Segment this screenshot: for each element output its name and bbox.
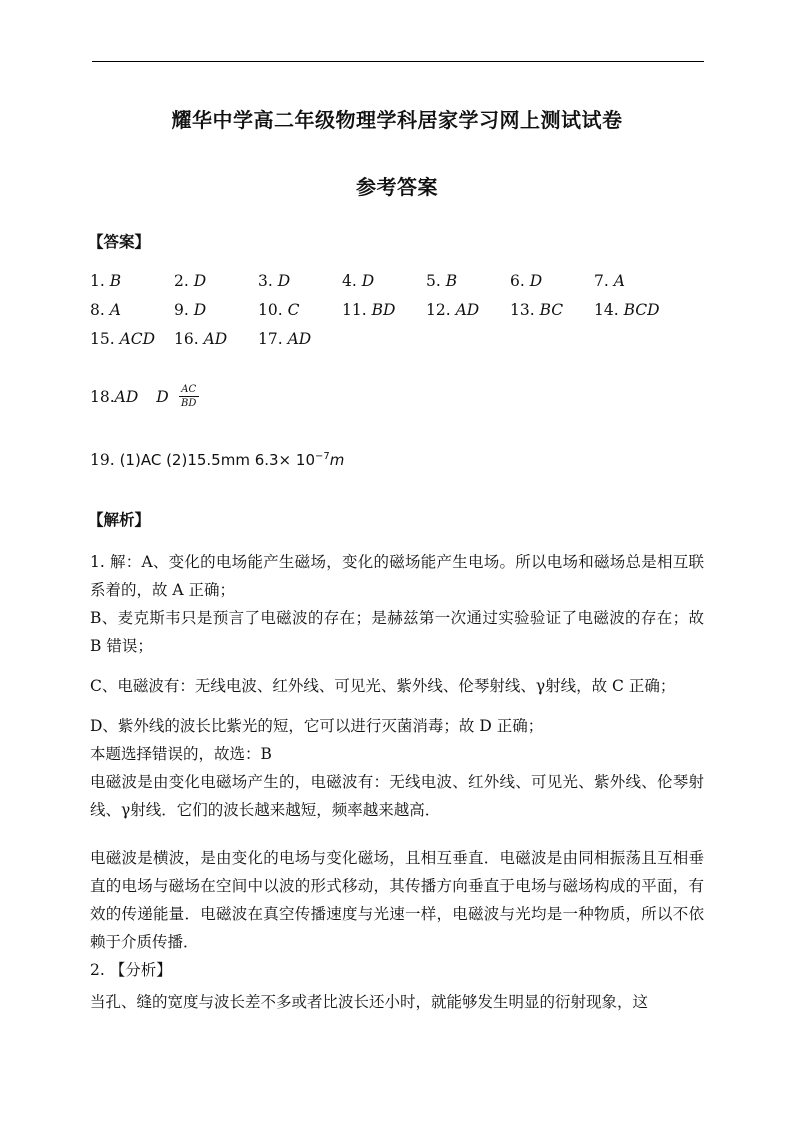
answer-item: 12. AD bbox=[426, 301, 480, 319]
fraction-numerator: AC bbox=[181, 384, 197, 395]
answer-18-part1: AD bbox=[114, 387, 139, 406]
analysis-paragraph: 1. 解：A、变化的电场能产生磁场，变化的磁场能产生电场。所以电场和磁场总是相互联系着的，故 A 正确； bbox=[90, 553, 704, 599]
answer-item: 15. ACD bbox=[90, 330, 156, 348]
analysis-paragraph: D、紫外线的波长比紫光的短，它可以进行灭菌消毒；故 D 正确； bbox=[90, 717, 544, 735]
answer-19-formula: (1)AC (2)15.5mm $6.3\times 10^{-7}m$ bbox=[119, 451, 345, 469]
answer-item: 4. D bbox=[342, 272, 375, 290]
answer-item: 10. C bbox=[258, 301, 300, 319]
answer-item: 9. D bbox=[174, 301, 207, 319]
analysis-subheading: 2. 【分析】 bbox=[90, 961, 172, 979]
answer-item: 3. D bbox=[258, 272, 291, 290]
answer-item: 11. BD bbox=[342, 301, 396, 319]
answer-item: 13. BC bbox=[510, 301, 564, 319]
answer-item: 17. AD bbox=[258, 330, 312, 348]
answer-item: 14. BCD bbox=[594, 301, 660, 319]
document-title: 耀华中学高二年级物理学科居家学习网上测试试卷 bbox=[171, 108, 623, 132]
answer-item: 16. AD bbox=[174, 330, 228, 348]
document-subtitle: 参考答案 bbox=[356, 175, 438, 199]
fraction-denominator: BD bbox=[181, 398, 197, 409]
analysis-paragraph: 本题选择错误的，故选：B bbox=[90, 745, 272, 763]
analysis-paragraph: 电磁波是横波，是由变化的电场与变化磁场，且相互垂直．电磁波是由同相振荡且互相垂直的电场与磁场在空间中以波的形式移动，其传播方向垂直于电场与磁场构成的平面，有效的传递能量．电磁波在真空传播速度与光速一样，电磁波与光均是一种物质，所以不依赖于介质传播． bbox=[90, 849, 704, 951]
analysis-paragraph: C、电磁波有：无线电波、红外线、可见光、紫外线、伦琴射线、γ射线，故 C 正确； bbox=[90, 677, 676, 695]
analysis-paragraph: B、麦克斯韦只是预言了电磁波的存在；是赫兹第一次通过实验验证了电磁波的存在；故 B 错误； bbox=[90, 609, 704, 655]
answer-18-number: 18. bbox=[90, 387, 115, 406]
answer-18-part2: D bbox=[156, 387, 169, 406]
answer-18 bbox=[90, 384, 199, 409]
analysis-heading: 【解析】 bbox=[88, 510, 151, 529]
answer-item: 5. B bbox=[426, 272, 458, 290]
answer-19-number: 19. bbox=[90, 451, 120, 469]
answer-item: 2. D bbox=[174, 272, 207, 290]
analysis-paragraph: 当孔、缝的宽度与波长差不多或者比波长还小时，就能够发生明显的衍射现象，这 bbox=[90, 993, 649, 1011]
header-rule bbox=[92, 61, 704, 62]
answer-item: 6. D bbox=[510, 272, 543, 290]
answer-item: 1. B bbox=[90, 272, 122, 290]
answer-19-exponent: −7 bbox=[314, 451, 330, 462]
answer-item: 8. A bbox=[90, 301, 121, 319]
answer-19 bbox=[90, 451, 344, 469]
answers-heading: 【答案】 bbox=[88, 232, 151, 251]
answer-item: 7. A bbox=[594, 272, 625, 290]
analysis-paragraph: 电磁波是由变化电磁场产生的，电磁波有：无线电波、红外线、可见光、紫外线、伦琴射线、γ射线．它们的波长越来越短，频率越来越高． bbox=[90, 773, 704, 819]
answer-18-fraction bbox=[179, 384, 199, 409]
fraction-bar bbox=[179, 396, 199, 397]
